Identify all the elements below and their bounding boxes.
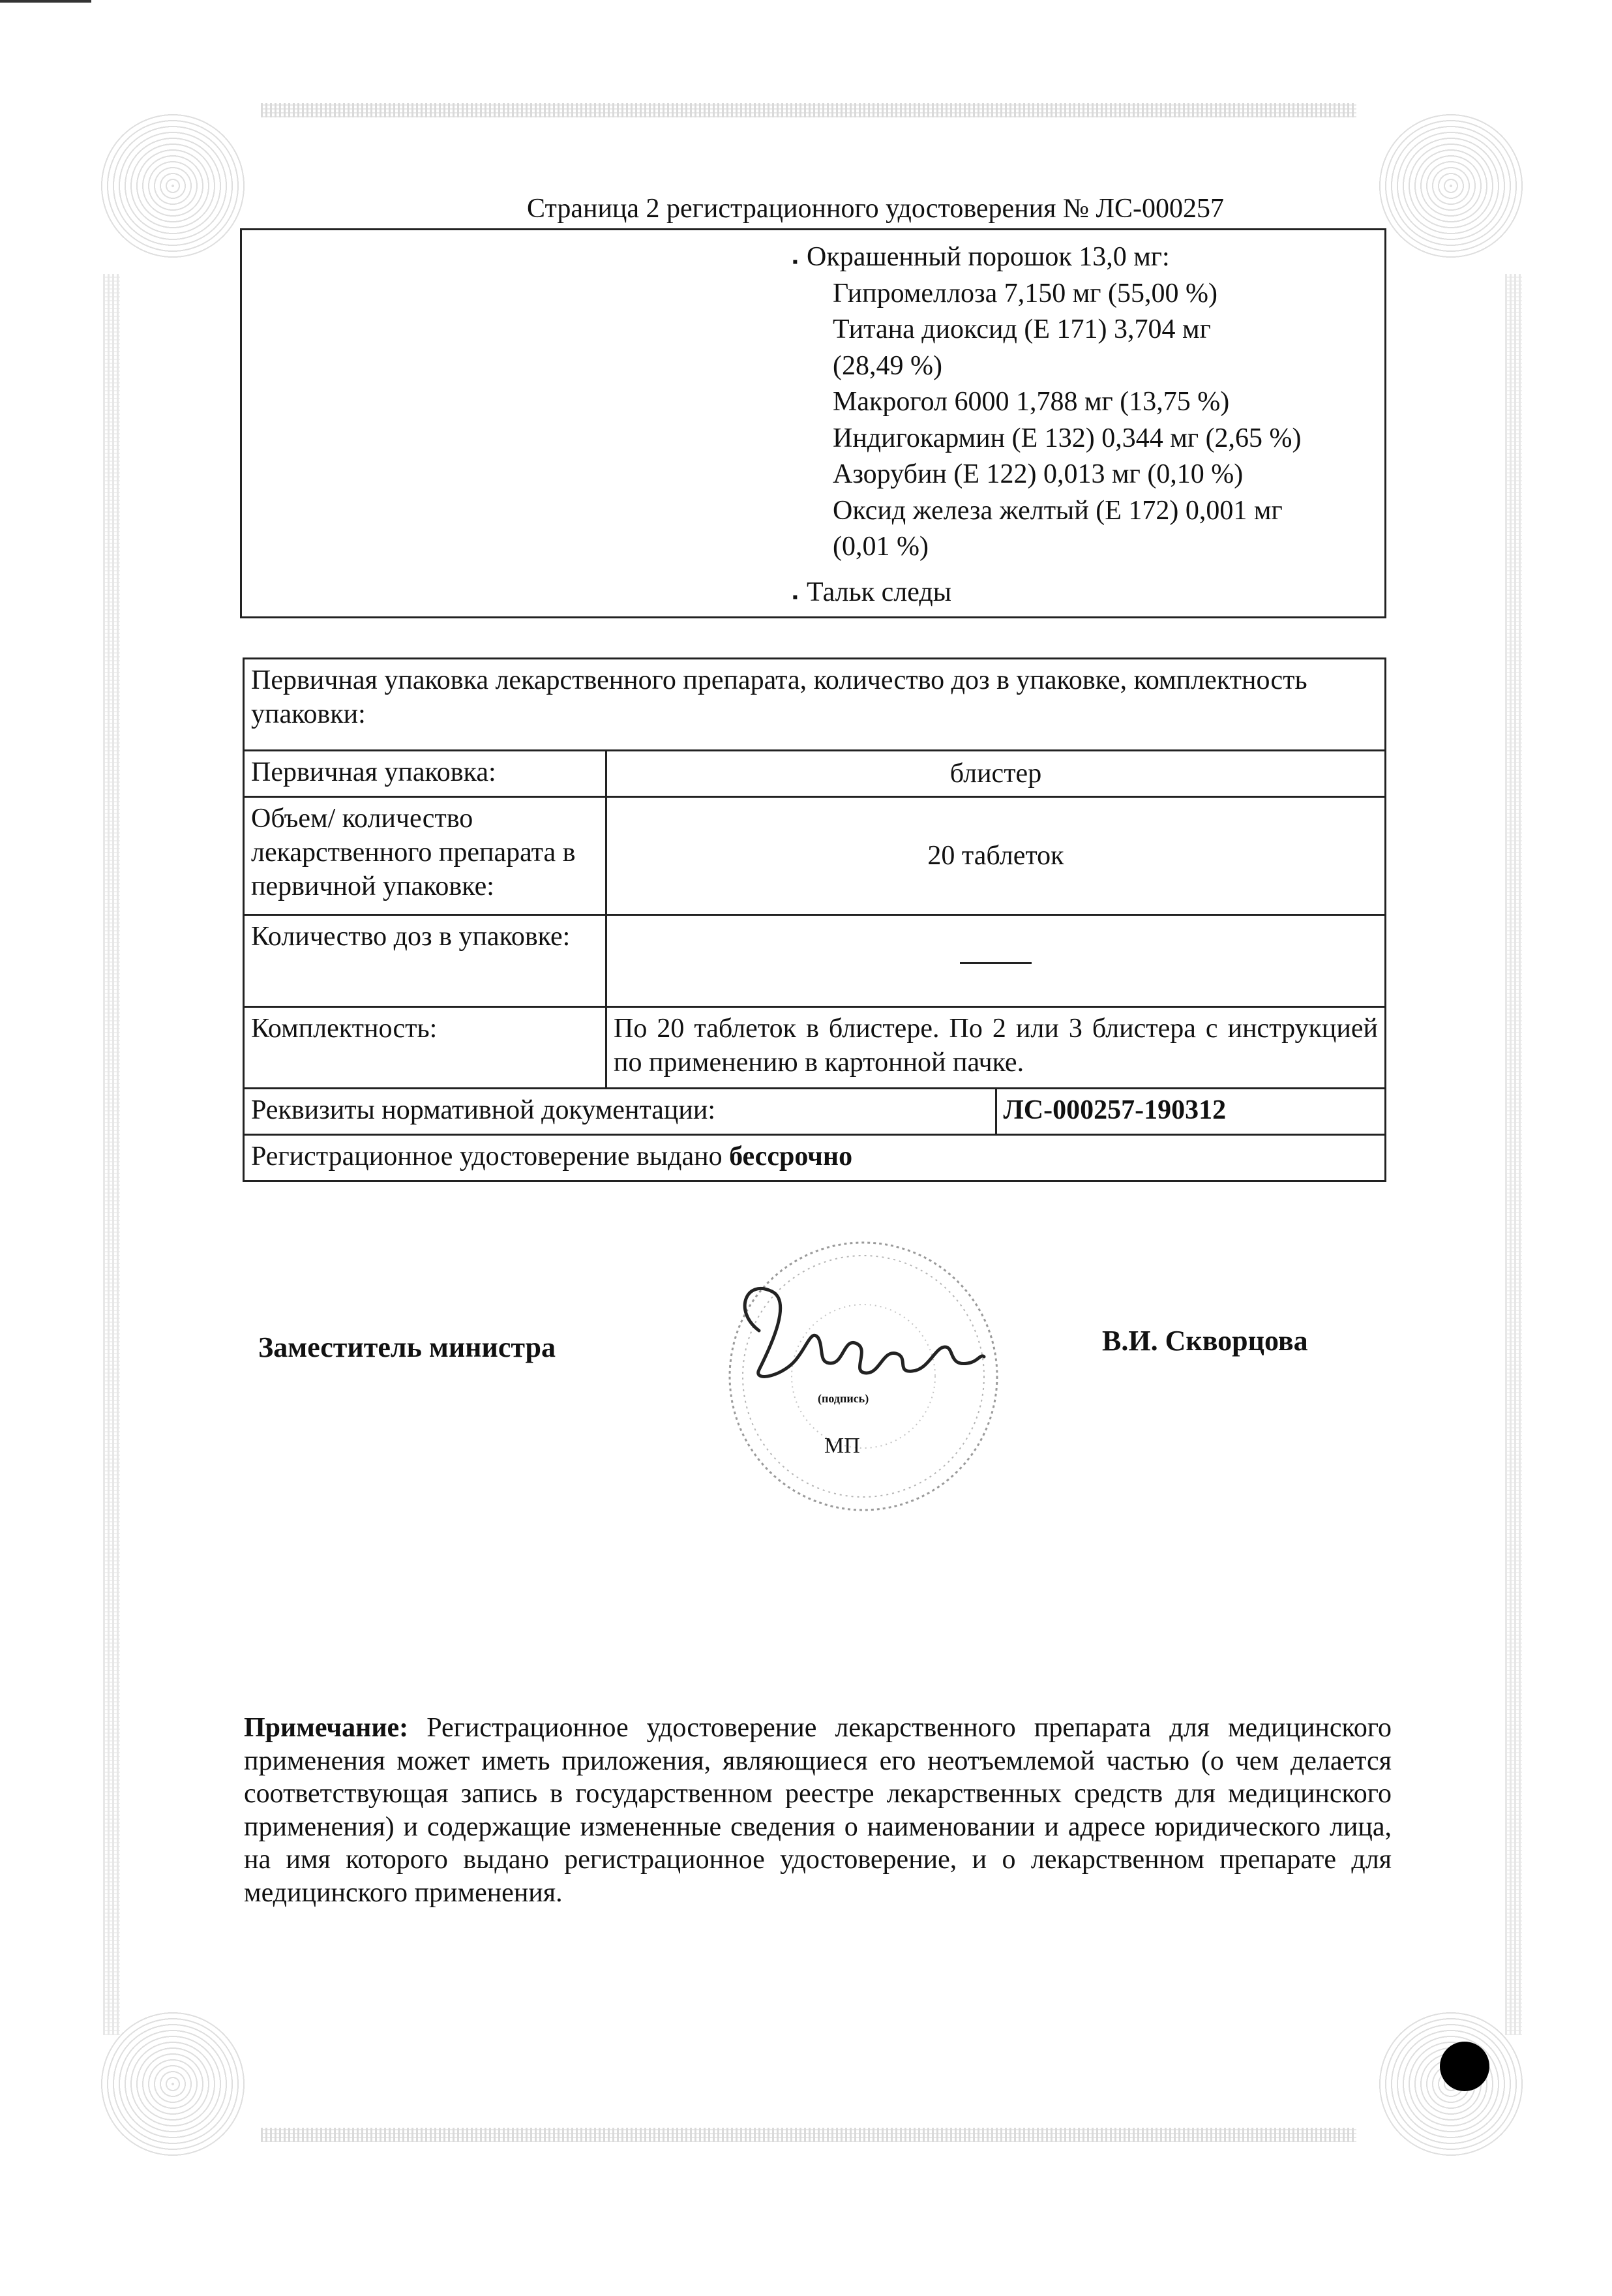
table-row bbox=[244, 1089, 1386, 1135]
scan-artifact-line bbox=[0, 0, 91, 3]
composition-line: Титана диоксид (Е 171) 3,704 мг bbox=[833, 314, 1211, 344]
table-row bbox=[244, 915, 1386, 1007]
table-row bbox=[244, 1007, 1386, 1089]
composition-box bbox=[240, 228, 1386, 618]
composition-line: Азорубин (Е 122) 0,013 мг (0,10 %) bbox=[833, 459, 1244, 489]
signature-scribble bbox=[745, 1288, 984, 1376]
border-ornament-left bbox=[103, 274, 120, 2035]
composition-line: Макрогол 6000 1,788 мг (13,75 %) bbox=[833, 387, 1230, 417]
bullet-icon: ▪ bbox=[792, 254, 798, 271]
primary-label: Первичная упаковка: bbox=[244, 751, 606, 797]
volume-label: Объем/ количество лекарственного препарата в первичной упаковке: bbox=[244, 797, 606, 915]
footnote-text: Регистрационное удостоверение лекарственного препарата для медицинского применения может иметь приложения, являющиеся его неотъемлемой частью (о чем делается соответствующая запись в государственном реестре лекарственных средств для медицинского применения) и содержащие измененные сведения о наименовании и адресе юридического лица, на имя которого выдано регистрационное удостоверение, и о лекарственном препарате для медицинского применения. bbox=[244, 1713, 1392, 1908]
issued-row bbox=[244, 1135, 1386, 1181]
packaging-table bbox=[243, 657, 1386, 1182]
border-ornament-bottom bbox=[261, 2128, 1356, 2142]
completeness-label: Комплектность: bbox=[244, 1007, 606, 1089]
hole-punch-mark bbox=[1440, 2042, 1489, 2091]
volume-value: 20 таблеток bbox=[606, 797, 1386, 915]
issued-prefix: Регистрационное удостоверение выдано bbox=[251, 1141, 730, 1171]
signer-name: В.И. Скворцова bbox=[1102, 1325, 1308, 1357]
composition-item-title: Окрашенный порошок 13,0 мг: bbox=[807, 242, 1170, 272]
completeness-value: По 20 таблеток в блистере. По 2 или 3 блистера с инструкцией по применению в картонной пачке. bbox=[606, 1007, 1386, 1089]
footnote-label: Примечание: bbox=[244, 1713, 409, 1743]
doses-value bbox=[606, 915, 1386, 1007]
signature-caption: (подпись) bbox=[818, 1392, 869, 1405]
composition-line: Гипромеллоза 7,150 мг (55,00 %) bbox=[833, 278, 1217, 309]
corner-rosette-icon bbox=[98, 111, 248, 261]
composition-list bbox=[792, 239, 1381, 611]
stamp-place-label: МП bbox=[824, 1434, 860, 1458]
empty-dash bbox=[960, 962, 1032, 964]
corner-rosette-icon bbox=[1376, 111, 1526, 261]
doses-label: Количество доз в упаковке: bbox=[244, 915, 606, 1007]
border-ornament-top bbox=[261, 103, 1356, 117]
normative-label bbox=[244, 1089, 996, 1135]
signer-position: Заместитель министра bbox=[258, 1331, 556, 1363]
primary-value: блистер bbox=[606, 751, 1386, 797]
composition-line: Индигокармин (Е 132) 0,344 мг (2,65 %) bbox=[833, 423, 1302, 453]
issued-value: бессрочно bbox=[729, 1141, 853, 1171]
corner-rosette-icon bbox=[98, 2009, 248, 2159]
table-row bbox=[244, 751, 1386, 797]
composition-line: (28,49 %) bbox=[833, 350, 942, 381]
composition-line: (0,01 %) bbox=[833, 532, 929, 562]
official-stamp-seal bbox=[720, 1233, 1007, 1520]
composition-item-title: Тальк следы bbox=[807, 577, 951, 607]
table-row bbox=[244, 1135, 1386, 1181]
composition-item bbox=[792, 239, 1381, 276]
footnote bbox=[244, 1712, 1392, 1909]
packaging-heading: Первичная упаковка лекарственного препарата, количество доз в упаковке, комплектность упаковки: bbox=[244, 659, 1386, 751]
normative-value: ЛС-000257-190312 bbox=[996, 1089, 1386, 1135]
border-ornament-right bbox=[1505, 274, 1522, 2035]
page-header: Страница 2 регистрационного удостоверения № ЛС-000257 bbox=[527, 194, 1225, 224]
composition-line: Оксид железа желтый (Е 172) 0,001 мг bbox=[833, 495, 1283, 526]
composition-item bbox=[792, 575, 1381, 611]
bullet-icon: ▪ bbox=[792, 588, 798, 606]
normative-label-text: Реквизиты нормативной документации: bbox=[251, 1095, 716, 1125]
table-row bbox=[244, 797, 1386, 915]
table-row bbox=[244, 659, 1386, 751]
